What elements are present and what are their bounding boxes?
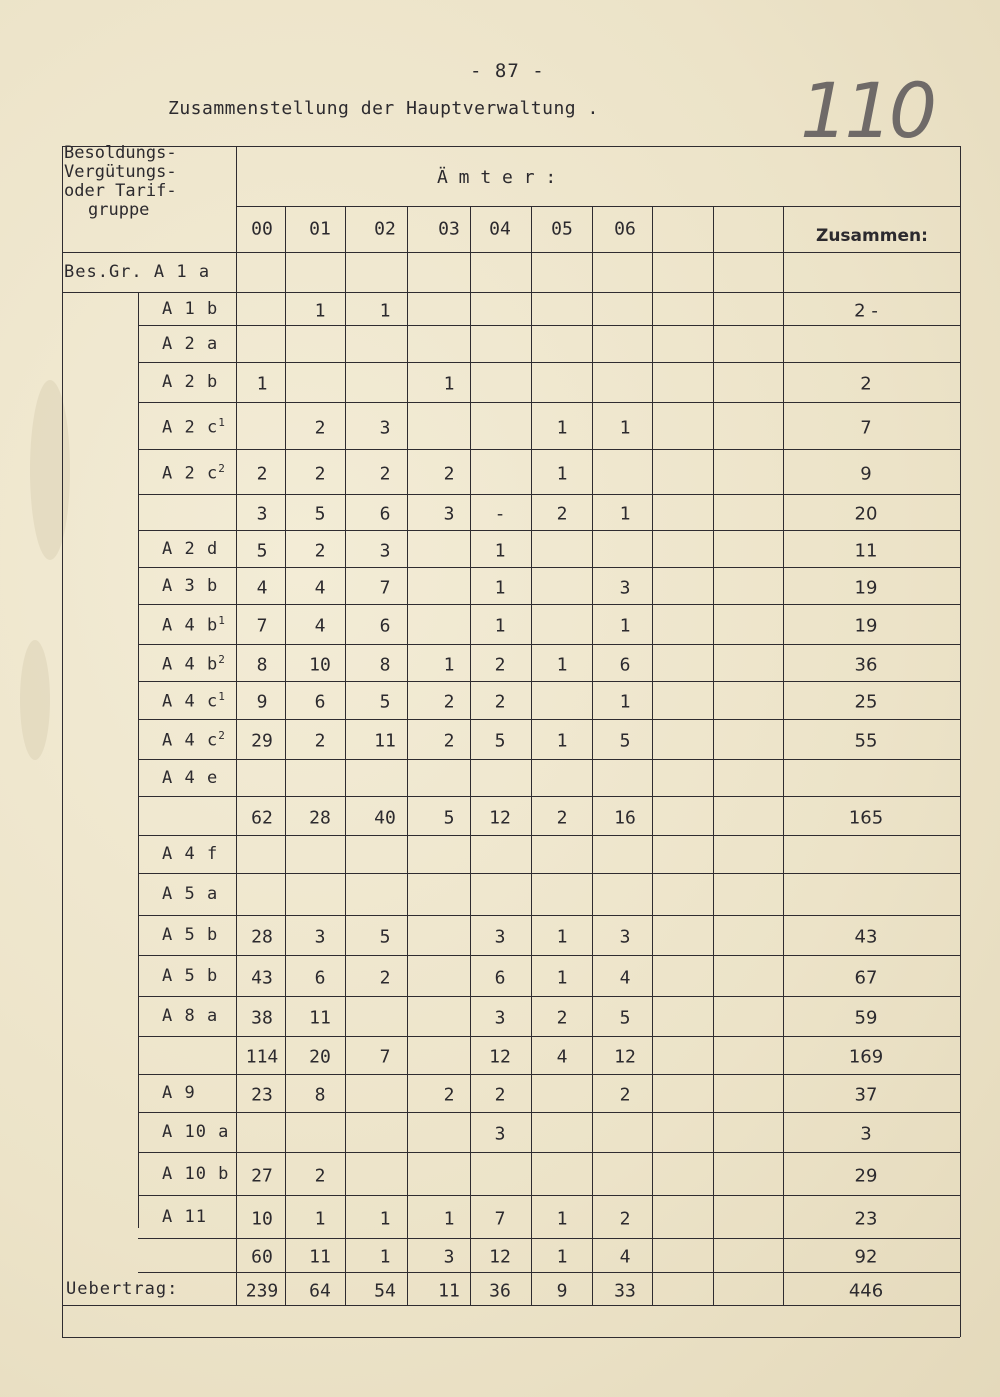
table-rule: [138, 644, 960, 645]
table-cell: 4: [314, 615, 326, 637]
table-rule: [138, 719, 960, 720]
table-rule: [138, 835, 960, 836]
table-cell: 1: [314, 300, 326, 321]
table-cell: 29: [251, 730, 273, 752]
table-rule: [62, 1337, 960, 1338]
table-rule: [531, 206, 532, 1305]
table-cell: 2: [443, 730, 455, 752]
table-rule: [236, 146, 237, 1305]
table-rule: [138, 681, 960, 682]
row-label: A 4 $b^1$: [162, 614, 226, 636]
row-total: 19: [854, 577, 878, 598]
table-cell: 6: [314, 691, 326, 713]
table-cell: 4: [619, 967, 631, 988]
row-total: 37: [854, 1084, 878, 1106]
row-label: A 5 a: [162, 884, 219, 904]
table-cell: 1: [556, 1208, 568, 1229]
table-cell: 1: [443, 1208, 455, 1229]
table-cell: 1: [379, 300, 391, 321]
table-rule: [470, 206, 471, 1305]
table-cell: 33: [614, 1280, 636, 1301]
table-cell: 9: [556, 1280, 568, 1301]
row-total: 20: [854, 503, 878, 525]
table-cell: 1: [443, 654, 455, 675]
row-label: Uebertrag:: [66, 1278, 179, 1299]
table-rule: [138, 1036, 960, 1037]
table-rule: [138, 996, 960, 997]
group-header-line: oder Tarif-: [64, 181, 177, 201]
column-header: 03: [438, 218, 460, 240]
table-rule: [138, 567, 960, 568]
table-cell: 3: [443, 503, 455, 525]
table-rule: [138, 402, 960, 403]
table-rule: [138, 449, 960, 450]
row-total: 2 -: [854, 300, 878, 321]
group-header-line: Besoldungs-: [64, 143, 177, 163]
table-cell: 1: [619, 615, 631, 637]
table-rule: [407, 206, 408, 1305]
table-cell: 5: [619, 1007, 631, 1029]
row-total: 59: [854, 1007, 878, 1029]
row-label: A 2 a: [162, 333, 219, 354]
table-cell: 3: [619, 577, 631, 598]
table-cell: 43: [251, 967, 273, 988]
column-header: 06: [614, 218, 636, 240]
table-cell: 5: [619, 730, 631, 752]
row-total: 446: [848, 1280, 884, 1301]
table-rule: [62, 146, 63, 1337]
table-cell: 3: [494, 1007, 506, 1029]
row-label: A 10 b: [162, 1163, 230, 1184]
table-cell: 28: [251, 926, 273, 948]
table-rule: [138, 362, 960, 363]
table-rule: [345, 206, 346, 1305]
row-label: A 2 $c^2$: [162, 461, 226, 484]
table-cell: 7: [379, 1046, 391, 1068]
table-rule: [138, 325, 960, 326]
row-total: 11: [854, 540, 878, 561]
table-rule: [62, 292, 236, 293]
table-cell: 5: [256, 540, 268, 561]
group-header-line: Vergütungs-: [64, 162, 177, 182]
table-rule: [783, 206, 784, 1305]
total-column-header: Zusammen:: [816, 226, 928, 246]
table-cell: 1: [556, 730, 568, 752]
table-cell: 1: [494, 540, 506, 561]
table-cell: 5: [379, 691, 391, 713]
table-cell: 2: [494, 1084, 506, 1106]
table-rule: [138, 1074, 960, 1075]
table-cell: 4: [256, 577, 268, 598]
table-cell: 5: [379, 926, 391, 948]
row-label: A 11: [162, 1206, 207, 1227]
table-cell: 6: [619, 654, 631, 675]
table-cell: 2: [314, 540, 326, 561]
table-cell: 1: [619, 417, 631, 438]
table-cell: 16: [614, 807, 636, 828]
table-cell: 1: [443, 373, 455, 395]
table-cell: 5: [314, 503, 326, 525]
table-cell: 11: [309, 1007, 331, 1029]
table-cell: 60: [251, 1246, 273, 1268]
row-total: 2: [860, 373, 872, 395]
table-cell: 11: [309, 1246, 331, 1268]
table-cell: 23: [251, 1084, 273, 1106]
row-total: 169: [848, 1046, 884, 1068]
table-cell: 3: [619, 926, 631, 948]
table-cell: 3: [379, 540, 391, 561]
table-cell: 11: [438, 1280, 460, 1301]
row-total: 67: [854, 967, 878, 988]
row-label: A 2 b: [162, 372, 219, 392]
column-header: 05: [551, 218, 573, 240]
table-rule: [138, 1238, 960, 1239]
table-cell: 10: [309, 654, 331, 675]
table-cell: 1: [556, 463, 568, 484]
row-total: 43: [854, 926, 878, 948]
row-label: A 1 b: [162, 298, 219, 319]
table-cell: 4: [619, 1246, 631, 1268]
table-cell: 28: [309, 807, 331, 828]
table-cell: 1: [556, 967, 568, 988]
archive-number-handwritten: 110: [800, 66, 934, 155]
table-cell: 2: [556, 807, 568, 828]
table-cell: 2: [314, 730, 326, 752]
row-total: 36: [854, 654, 878, 675]
table-rule: [592, 206, 593, 1305]
row-total: 25: [854, 691, 878, 713]
table-cell: -: [494, 503, 506, 525]
group-header: [64, 144, 177, 220]
table-rule: [138, 796, 960, 797]
row-label: A 4 f: [162, 844, 219, 864]
row-label: A 4 e: [162, 767, 219, 788]
table-cell: 1: [256, 373, 268, 395]
table-cell: 8: [314, 1084, 326, 1106]
table-cell: 2: [443, 1084, 455, 1106]
row-total: 9: [860, 463, 872, 484]
table-cell: 6: [494, 967, 506, 988]
table-cell: 12: [489, 807, 511, 828]
table-cell: 2: [619, 1084, 631, 1106]
row-label: A 4 $c^2$: [162, 729, 226, 751]
table-cell: 64: [309, 1280, 331, 1301]
document-title: Zusammenstellung der Hauptverwaltung .: [168, 98, 599, 119]
row-label: A 3 b: [162, 575, 219, 596]
table-cell: 1: [379, 1246, 391, 1268]
row-label: A 4 $c^1$: [162, 690, 226, 712]
row-total: 55: [854, 730, 878, 752]
table-cell: 3: [443, 1246, 455, 1268]
row-label: A 2 $c^1$: [162, 415, 226, 438]
table-rule: [138, 1152, 960, 1153]
table-cell: 62: [251, 807, 273, 828]
table-cell: 10: [251, 1208, 273, 1229]
table-cell: 5: [443, 807, 455, 828]
table-cell: 2: [256, 463, 268, 484]
table-cell: 1: [556, 926, 568, 948]
table-rule: [138, 1112, 960, 1113]
row-label: A 10 a: [162, 1122, 230, 1142]
table-cell: 2: [443, 463, 455, 484]
table-cell: 9: [256, 691, 268, 713]
row-label: A 5 b: [162, 925, 219, 945]
page-number: - 87 -: [470, 60, 545, 82]
table-rule: [138, 759, 960, 760]
row-label: Bes.Gr. A 1 a: [64, 262, 211, 282]
group-header-line: gruppe: [88, 200, 150, 220]
table-cell: 2: [379, 967, 391, 988]
row-label: A 4 $b^2$: [162, 652, 226, 675]
row-total: 92: [854, 1246, 878, 1268]
table-cell: 1: [494, 577, 506, 598]
table-cell: 114: [245, 1046, 279, 1068]
table-rule: [138, 1272, 960, 1273]
table-rule: [138, 604, 960, 605]
row-label: A 5 b: [162, 965, 219, 986]
row-total: 3: [860, 1123, 872, 1145]
table-cell: 1: [314, 1208, 326, 1229]
table-cell: 2: [619, 1208, 631, 1229]
table-cell: 4: [556, 1046, 568, 1068]
table-rule: [138, 1195, 960, 1196]
table-rule: [138, 873, 960, 874]
row-total: 165: [848, 807, 884, 828]
table-cell: 27: [251, 1165, 273, 1186]
table-rule: [713, 206, 714, 1305]
table-rule: [138, 955, 960, 956]
table-cell: 6: [314, 967, 326, 988]
table-cell: 2: [314, 463, 326, 484]
table-cell: 2: [494, 691, 506, 713]
table-rule: [652, 206, 653, 1305]
table-cell: 2: [379, 463, 391, 484]
table-cell: 12: [489, 1046, 511, 1068]
table-rule: [62, 252, 960, 253]
table-cell: 7: [256, 615, 268, 637]
table-cell: 2: [556, 1007, 568, 1029]
table-rule: [138, 494, 960, 495]
table-cell: 3: [494, 1123, 506, 1145]
row-label: A 9: [162, 1083, 196, 1103]
table-cell: 38: [251, 1007, 273, 1029]
column-header: 00: [251, 218, 273, 240]
table-cell: 7: [379, 577, 391, 598]
table-cell: 2: [314, 417, 326, 438]
table-rule: [62, 1305, 960, 1306]
table-cell: 1: [556, 417, 568, 438]
table-cell: 1: [619, 503, 631, 525]
table-cell: 3: [256, 503, 268, 525]
table-cell: 1: [619, 691, 631, 713]
column-header: 04: [489, 218, 511, 240]
table-cell: 7: [494, 1208, 506, 1229]
table-cell: 2: [556, 503, 568, 525]
table-rule: [285, 206, 286, 1305]
column-header: 01: [309, 218, 331, 240]
table-cell: 36: [489, 1280, 511, 1301]
table-cell: 2: [314, 1165, 326, 1186]
table-cell: 8: [379, 654, 391, 675]
table-cell: 12: [614, 1046, 636, 1068]
table-rule: [138, 292, 139, 1228]
table-cell: 12: [489, 1246, 511, 1268]
table-cell: 6: [379, 503, 391, 525]
table-cell: 20: [309, 1046, 331, 1068]
table-rule: [138, 530, 960, 531]
row-total: 29: [854, 1165, 878, 1186]
table-cell: 40: [374, 807, 396, 828]
table-rule: [138, 915, 960, 916]
table-rule: [960, 146, 961, 1337]
table-cell: 1: [494, 615, 506, 637]
row-total: 23: [854, 1208, 878, 1229]
table-cell: 3: [379, 417, 391, 438]
table-cell: 6: [379, 615, 391, 637]
table-cell: 1: [379, 1208, 391, 1229]
aemter-header: Ä m t e r :: [437, 167, 557, 188]
row-total: 19: [854, 615, 878, 637]
table-cell: 5: [494, 730, 506, 752]
table-cell: 1: [556, 654, 568, 675]
table-cell: 4: [314, 577, 326, 598]
row-total: 7: [860, 417, 872, 438]
table-rule: [62, 146, 960, 147]
row-label: A 2 d: [162, 538, 219, 559]
table-cell: 239: [245, 1280, 279, 1301]
row-label: A 8 a: [162, 1006, 219, 1026]
table-cell: 3: [314, 926, 326, 948]
table-cell: 8: [256, 654, 268, 675]
table-cell: 3: [494, 926, 506, 948]
column-header: 02: [374, 218, 396, 240]
table-cell: 54: [374, 1280, 396, 1301]
table-cell: 2: [443, 691, 455, 713]
table-cell: 2: [494, 654, 506, 675]
table-cell: 1: [556, 1246, 568, 1268]
table-cell: 11: [374, 730, 396, 752]
